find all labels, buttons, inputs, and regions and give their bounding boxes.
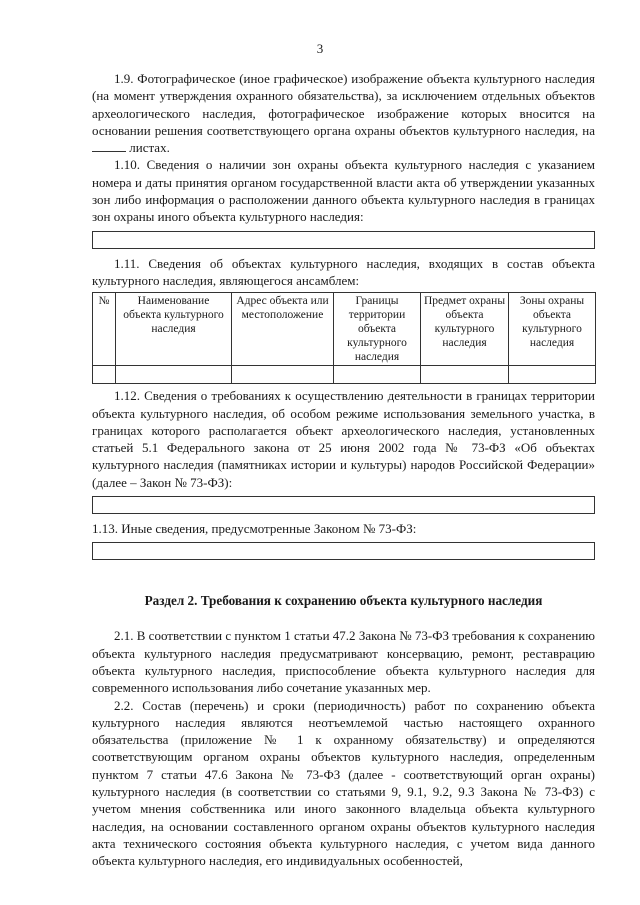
paragraph-1-13: 1.13. Иные сведения, предусмотренные Законом № 73-ФЗ: — [92, 521, 417, 537]
paragraph-2-1: 2.1. В соответствии с пунктом 1 статьи 47.2 Закона № 73-ФЗ требования к сохранению объекта культурного наследия предусматривают консервацию, ремонт, реставрацию объекта культурного наследия, приспособление объекта культурного наследия для современного использования либо сочетание указанных мер. — [92, 628, 595, 696]
table-cell — [421, 366, 509, 384]
table-cell — [232, 366, 334, 384]
paragraph-1-9-text: 1.9. Фотографическое (иное графическое) изображение объекта культурного наследия (на момент утверждения охранного обязательства), за исключением отдельных объектов археологического наследия, фотографическое изображение которых вносится на основании решения соответствующего органа охраны объектов культурного наследия, на — [92, 71, 595, 138]
paragraph-1-9-end: листах. — [129, 140, 170, 156]
table-cell — [116, 366, 232, 384]
other-info-field — [92, 542, 595, 560]
table-header-row — [93, 293, 596, 366]
requirements-field — [92, 496, 595, 514]
paragraph-1-12: 1.12. Сведения о требованиях к осуществлению деятельности в границах территории объекта культурного наследия, об особом режиме использования земельного участка, в границах которого располагается объект археологического наследия, установленных статьей 5.1 Федерального закона от 25 июня 2002 года № 73-ФЗ «Об объектах культурного наследия (памятниках истории и культуры) народов Российской Федерации» (далее – Закон № 73-ФЗ): — [92, 388, 595, 490]
col-protection-zones: Зоны охраны объекта культурного наследия — [509, 293, 596, 366]
protection-zones-field — [92, 231, 595, 249]
col-boundaries: Границы территории объекта культурного наследия — [334, 293, 421, 366]
col-protection-subject: Предмет охраны объекта культурного наследия — [421, 293, 509, 366]
section-2-title: Раздел 2. Требования к сохранению объекта культурного наследия — [144, 593, 543, 609]
page-content — [92, 70, 595, 870]
paragraph-2-2: 2.2. Состав (перечень) и сроки (периодичность) работ по сохранению объекта культурного наследия являются неотъемлемой частью настоящего охранного обязательства (приложение № 1 к охранному обязательству) и определяются соответствующим органом охраны объектов культурного наследия, определенным пунктом 7 статьи 47.6 Закона № 73-ФЗ (далее - соответствующий орган охраны) культурного наследия (в соответствии со статьями 9, 9.1, 9.2, 9.3 Закона № 73-ФЗ) с учетом мнения собственника или иного законного владельца объекта культурного наследия, на основании составленного органом охраны объектов культурного наследия акта технического состояния объекта культурного наследия, с учетом вида данного объекта культурного наследия, его индивидуальных особенностей, — [92, 697, 595, 869]
paragraph-1-11: 1.11. Сведения об объектах культурного наследия, входящих в состав объекта культурного наследия, являющегося ансамблем: — [92, 255, 595, 288]
table-cell — [334, 366, 421, 384]
ensemble-objects-table — [92, 292, 596, 384]
col-number: № — [93, 293, 116, 366]
table-cell — [93, 366, 116, 384]
col-name: Наименование объекта культурного наследия — [116, 293, 232, 366]
page-number: 3 — [316, 41, 324, 56]
col-address: Адрес объекта или местоположение — [232, 293, 334, 366]
sheet-count-blank — [92, 139, 126, 152]
table-row — [93, 366, 596, 384]
paragraph-1-10: 1.10. Сведения о наличии зон охраны объекта культурного наследия с указанием номера и даты принятия органом государственной власти акта об утверждении указанных зон либо информация о расположении данного объекта культурного наследия в границах зон охраны иного объекта культурного наследия: — [92, 157, 595, 225]
table-cell — [509, 366, 596, 384]
paragraph-1-9 — [92, 70, 595, 156]
